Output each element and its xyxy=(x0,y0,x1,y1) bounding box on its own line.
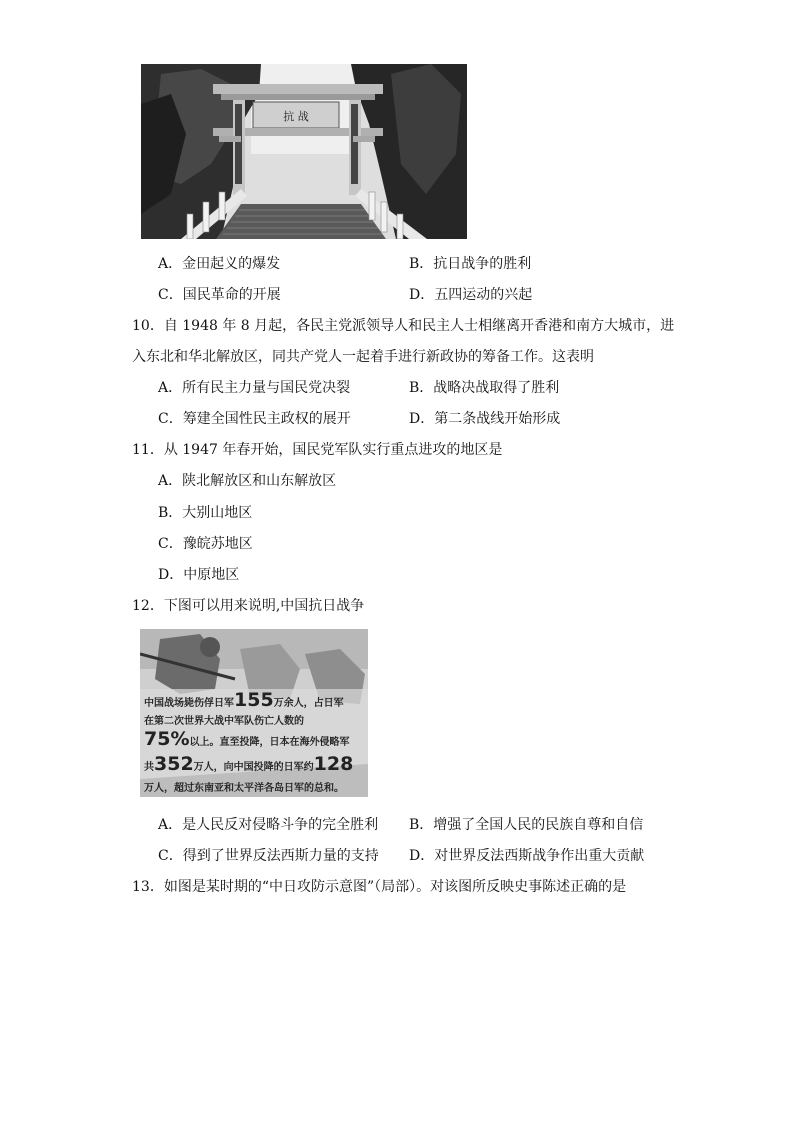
q9-option-b[interactable] xyxy=(409,254,531,274)
stats-line-1 xyxy=(144,689,344,711)
option-text: 是人民反对侵略斗争的完全胜利 xyxy=(182,817,379,833)
option-text: 对世界反法西斯战争作出重大贡献 xyxy=(434,848,645,864)
option-text: 金田起义的爆发 xyxy=(182,256,281,272)
option-text: 国民革命的开展 xyxy=(182,287,281,303)
stats-line-4 xyxy=(144,753,353,775)
q9-option-d[interactable] xyxy=(409,285,532,305)
option-letter: A． xyxy=(158,380,183,396)
q13-stem: 13．如图是某时期的“中日攻防示意图”（局部）。对该图所反映史事陈述正确的是 xyxy=(132,879,627,895)
q11-option-b[interactable] xyxy=(158,503,252,523)
option-text: 增强了全国人民的民族自尊和自信 xyxy=(433,817,644,833)
q12-option-d[interactable] xyxy=(409,846,644,866)
stat-352: 352 xyxy=(154,753,194,775)
arch-plaque-text: 抗 战 xyxy=(283,110,309,123)
option-text: 第二条战线开始形成 xyxy=(434,411,561,427)
option-text: 战略决战取得了胜利 xyxy=(433,380,560,396)
q10-option-a[interactable] xyxy=(158,378,350,398)
q10-option-c[interactable] xyxy=(158,409,351,429)
q11-stem: 11．从 1947 年春开始，国民党军队实行重点进攻的地区是 xyxy=(132,442,503,458)
option-letter: B． xyxy=(158,505,183,521)
q11-option-c[interactable] xyxy=(158,534,253,554)
option-letter: C． xyxy=(158,411,183,427)
stats-line-4-c: 万人，向中国投降的日军约 xyxy=(193,762,314,773)
stats-line-3 xyxy=(144,728,349,750)
option-letter: C． xyxy=(158,536,183,552)
stats-line-1-a: 中国战场毙伤俘日军 xyxy=(144,698,234,709)
q10-stem-line-1: 10．自 1948 年 8 月起，各民主党派领导人和民主人士相继离开香港和南方大城市，进 xyxy=(132,318,675,334)
stats-line-3-b: 以上。直至投降，日本在海外侵略军 xyxy=(189,737,350,748)
option-letter: A． xyxy=(158,256,183,272)
stats-line-4-a: 共 xyxy=(144,762,154,773)
q11-option-a[interactable] xyxy=(158,471,336,491)
war-statistics-image xyxy=(140,629,368,797)
stat-75-percent: 75% xyxy=(144,728,190,750)
option-letter: C． xyxy=(158,287,183,303)
option-text: 筹建全国性民主政权的展开 xyxy=(182,411,351,427)
option-letter: D． xyxy=(409,287,435,303)
q10-option-b[interactable] xyxy=(409,378,559,398)
stats-line-2: 在第二次世界大战中军队伤亡人数的 xyxy=(144,716,304,727)
option-letter: A． xyxy=(158,473,183,489)
option-letter: B． xyxy=(409,256,434,272)
q9-option-c[interactable] xyxy=(158,285,281,305)
q9-option-a[interactable] xyxy=(158,254,280,274)
stat-128: 128 xyxy=(313,753,354,775)
memorial-arch-illustration xyxy=(141,64,467,239)
memorial-arch-photo xyxy=(141,64,467,239)
option-text: 陕北解放区和山东解放区 xyxy=(182,473,337,489)
stats-line-1-c: 万余人，占日军 xyxy=(273,698,344,709)
stat-155: 155 xyxy=(234,689,274,711)
stats-line-5: 万人，超过东南亚和太平洋各岛日军的总和。 xyxy=(144,783,344,794)
option-letter: B． xyxy=(409,380,434,396)
option-text: 所有民主力量与国民党决裂 xyxy=(182,380,351,396)
option-text: 抗日战争的胜利 xyxy=(433,256,532,272)
q11-option-d[interactable] xyxy=(158,565,239,585)
q10-option-d[interactable] xyxy=(409,409,560,429)
option-text: 中原地区 xyxy=(183,567,240,583)
option-letter: B． xyxy=(409,817,434,833)
q12-stem: 12．下图可以用来说明,中国抗日战争 xyxy=(132,598,365,614)
q12-option-b[interactable] xyxy=(409,815,643,835)
option-letter: D． xyxy=(158,567,184,583)
option-letter: D． xyxy=(409,411,435,427)
option-letter: D． xyxy=(409,848,435,864)
q12-option-a[interactable] xyxy=(158,815,378,835)
option-text: 豫皖苏地区 xyxy=(182,536,253,552)
option-text: 得到了世界反法西斯力量的支持 xyxy=(182,848,379,864)
q10-stem-line-2: 入东北和华北解放区，同共产党人一起着手进行新政协的筹备工作。这表明 xyxy=(132,349,594,365)
option-text: 大别山地区 xyxy=(182,505,253,521)
q12-option-c[interactable] xyxy=(158,846,379,866)
option-letter: C． xyxy=(158,848,183,864)
option-text: 五四运动的兴起 xyxy=(434,287,533,303)
option-letter: A． xyxy=(158,817,183,833)
